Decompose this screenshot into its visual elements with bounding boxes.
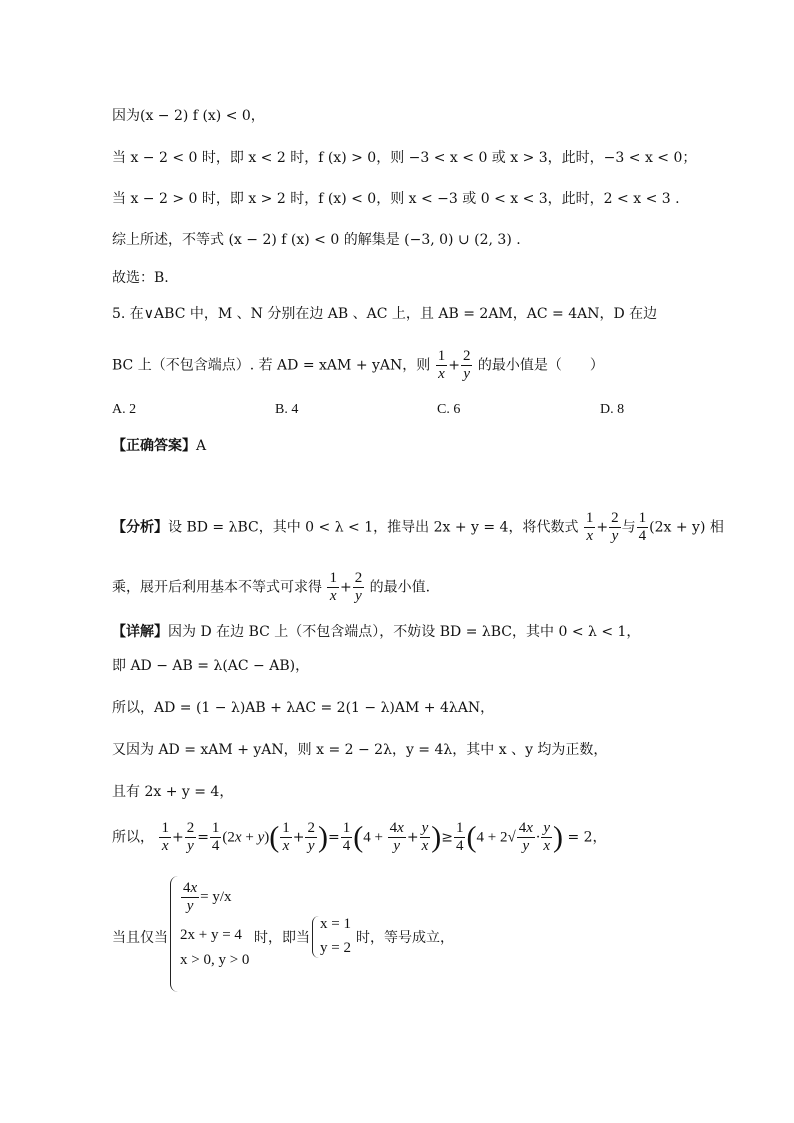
text-line-2: 当 x − 2 < 0 时，即 x < 2 时，f (x) > 0，则 −3 < x < 0 或 x > 3，此时，−3 < x < 0； xyxy=(112,150,697,166)
option-d: D. 8 xyxy=(600,402,625,417)
system-row-2: 2x + y = 4 xyxy=(180,927,242,943)
option-c: C. 6 xyxy=(437,402,461,417)
fraction-2-over-y: $\frac{2}{y}$ xyxy=(462,348,471,382)
detail-line-1: 【详解】因为 D 在边 BC 上（不包含端点），不妨设 BD = λBC，其中 0 < λ < 1， xyxy=(112,624,641,640)
detail-line-6-inequality: 所以， $\frac{1}{x}$ + $\frac{2}{y}$ = $\frac{1}{4}$ (2x + y)( $\frac{1}{x}$ + $\frac{2}{y}$ )= $\frac{1}{4}$ (4 + $\frac{4x}{y}$ + $\frac{y}{x}$ )≥ $\frac{1}{4}$ (4 + 2√ $\frac{4x}{y}$ · $\frac{y}{x}$ ) = 2， xyxy=(112,820,607,854)
text-line-1: 因为(x − 2) f (x) < 0， xyxy=(112,108,265,124)
system-row-1: $\frac{4x}{y}$ = y/x xyxy=(183,880,232,914)
detail-line-5: 且有 2x + y = 4， xyxy=(112,784,234,800)
solution-row-1: x = 1 xyxy=(320,916,351,932)
detail-line-3: 所以，AD = (1 − λ)AB + λAC = 2(1 − λ)AM + 4λAN， xyxy=(112,700,495,716)
correct-answer: 【正确答案】A xyxy=(112,438,207,454)
detail-line-7-label: 当且仅当 xyxy=(112,930,168,946)
question-5-line-1: 5. 在∨ABC 中，M 、N 分别在边 AB 、AC 上，且 AB = 2AM，AC = 4AN，D 在边 xyxy=(112,306,658,322)
question-5-line-2: BC 上（不包含端点）. 若 AD = xAM + yAN，则 $\frac{1}{x}$ + $\frac{2}{y}$ 的最小值是（ ） xyxy=(112,348,604,382)
detail-line-2: 即 AD − AB = λ(AC − AB)， xyxy=(112,658,310,674)
text-line-3: 当 x − 2 > 0 时，即 x > 2 时，f (x) < 0，则 x < −3 或 0 < x < 3，此时，2 < x < 3 . xyxy=(112,191,680,207)
detail-line-4: 又因为 AD = xAM + yAN，则 x = 2 − 2λ，y = 4λ，其中 x 、y 均为正数， xyxy=(112,742,608,758)
fraction-1-over-x: $\frac{1}{x}$ xyxy=(437,348,446,382)
text-line-4: 综上所述，不等式 (x − 2) f (x) < 0 的解集是 (−3, 0) ∪ (2, 3) . xyxy=(112,232,521,248)
analysis-line-2: 乘，展开后利用基本不等式可求得 $\frac{1}{x}$ + $\frac{2}{y}$ 的最小值. xyxy=(112,570,431,604)
solution-row-2: y = 2 xyxy=(320,940,351,956)
option-b: B. 4 xyxy=(275,402,299,417)
analysis-line-1: 【分析】设 BD = λBC，其中 0 < λ < 1，推导出 2x + y = 4，将代数式 $\frac{1}{x}$ + $\frac{2}{y}$ 与 $\frac{1}{4}$ (2x + y) 相 xyxy=(112,510,724,544)
option-a: A. 2 xyxy=(112,402,137,417)
system-row-3: x > 0, y > 0 xyxy=(180,952,250,968)
detail-line-7-mid: 时，即当 xyxy=(254,930,310,946)
text-line-5: 故选：B. xyxy=(112,270,169,286)
detail-line-7-post: 时，等号成立， xyxy=(356,930,454,946)
